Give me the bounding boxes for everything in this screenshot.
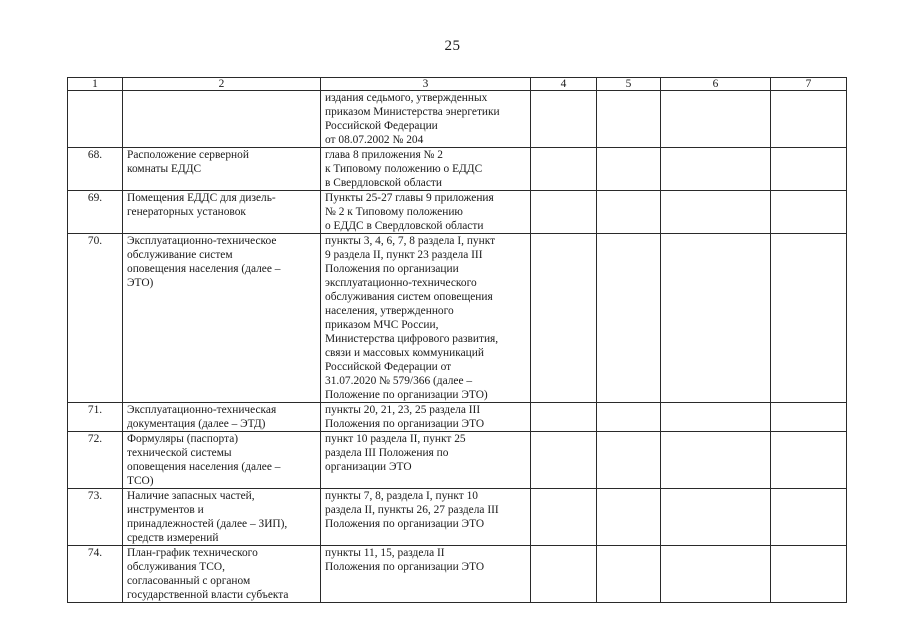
row-col4 bbox=[531, 148, 597, 191]
row-item: Эксплуатационно-техническая документация (далее – ЭТД) bbox=[123, 403, 321, 432]
row-item: Помещения ЕДДС для дизель- генераторных установок bbox=[123, 191, 321, 234]
row-number: 73. bbox=[68, 489, 123, 546]
row-col5 bbox=[597, 148, 661, 191]
row-col4 bbox=[531, 403, 597, 432]
row-number: 68. bbox=[68, 148, 123, 191]
row-source: пункты 11, 15, раздела II Положения по организации ЭТО bbox=[321, 546, 531, 603]
header-cell: 5 bbox=[597, 78, 661, 91]
header-cell: 4 bbox=[531, 78, 597, 91]
table-row bbox=[68, 91, 847, 148]
table-header-row bbox=[68, 78, 847, 91]
row-col6 bbox=[661, 148, 771, 191]
row-col7 bbox=[771, 432, 847, 489]
row-col6 bbox=[661, 91, 771, 148]
row-number: 71. bbox=[68, 403, 123, 432]
row-col7 bbox=[771, 489, 847, 546]
header-cell: 1 bbox=[68, 78, 123, 91]
header-cell: 6 bbox=[661, 78, 771, 91]
table-row bbox=[68, 489, 847, 546]
row-number: 74. bbox=[68, 546, 123, 603]
row-col7 bbox=[771, 91, 847, 148]
row-source: пункт 10 раздела II, пункт 25 раздела III Положения по организации ЭТО bbox=[321, 432, 531, 489]
row-col4 bbox=[531, 489, 597, 546]
row-col7 bbox=[771, 191, 847, 234]
row-col4 bbox=[531, 91, 597, 148]
row-col5 bbox=[597, 546, 661, 603]
requirements-table bbox=[67, 77, 847, 603]
row-source: глава 8 приложения № 2 к Типовому положению о ЕДДС в Свердловской области bbox=[321, 148, 531, 191]
table-row bbox=[68, 432, 847, 489]
row-col7 bbox=[771, 148, 847, 191]
row-col6 bbox=[661, 403, 771, 432]
header-cell: 3 bbox=[321, 78, 531, 91]
row-col5 bbox=[597, 234, 661, 403]
row-number: 72. bbox=[68, 432, 123, 489]
table-row bbox=[68, 148, 847, 191]
row-col6 bbox=[661, 234, 771, 403]
row-col4 bbox=[531, 191, 597, 234]
row-number bbox=[68, 91, 123, 148]
row-item: Наличие запасных частей, инструментов и принадлежностей (далее – ЗИП), средств измерений bbox=[123, 489, 321, 546]
row-source: издания седьмого, утвержденных приказом Министерства энергетики Российской Федерации от 08.07.2002 № 204 bbox=[321, 91, 531, 148]
header-cell: 7 bbox=[771, 78, 847, 91]
row-col6 bbox=[661, 191, 771, 234]
page-number: 25 bbox=[444, 38, 461, 54]
row-col5 bbox=[597, 191, 661, 234]
row-col7 bbox=[771, 234, 847, 403]
row-item: Эксплуатационно-техническое обслуживание систем оповещения населения (далее – ЭТО) bbox=[123, 234, 321, 403]
row-item: План-график технического обслуживания ТСО, согласованный с органом государственной власти субъекта bbox=[123, 546, 321, 603]
row-col6 bbox=[661, 546, 771, 603]
row-col7 bbox=[771, 546, 847, 603]
row-col4 bbox=[531, 234, 597, 403]
row-col6 bbox=[661, 432, 771, 489]
row-item bbox=[123, 91, 321, 148]
row-col5 bbox=[597, 403, 661, 432]
row-source: пункты 20, 21, 23, 25 раздела III Положения по организации ЭТО bbox=[321, 403, 531, 432]
row-source: пункты 3, 4, 6, 7, 8 раздела I, пункт 9 раздела II, пункт 23 раздела III Положения по организации эксплуатационно-технического обслуживания систем оповещения населения, утвержденного приказом МЧС России, Министерства цифрового развития, связи и массовых коммуникаций Российской Федерации от 31.07.2020 № 579/366 (далее – Положение по организации ЭТО) bbox=[321, 234, 531, 403]
row-col4 bbox=[531, 546, 597, 603]
row-col6 bbox=[661, 489, 771, 546]
row-col5 bbox=[597, 489, 661, 546]
table-row bbox=[68, 234, 847, 403]
row-col5 bbox=[597, 91, 661, 148]
table-row bbox=[68, 403, 847, 432]
row-item: Расположение серверной комнаты ЕДДС bbox=[123, 148, 321, 191]
row-col5 bbox=[597, 432, 661, 489]
table-row bbox=[68, 191, 847, 234]
row-number: 70. bbox=[68, 234, 123, 403]
header-cell: 2 bbox=[123, 78, 321, 91]
row-col4 bbox=[531, 432, 597, 489]
row-source: пункты 7, 8, раздела I, пункт 10 раздела II, пункты 26, 27 раздела III Положения по организации ЭТО bbox=[321, 489, 531, 546]
row-col7 bbox=[771, 403, 847, 432]
row-source: Пункты 25-27 главы 9 приложения № 2 к Типовому положению о ЕДДС в Свердловской области bbox=[321, 191, 531, 234]
row-number: 69. bbox=[68, 191, 123, 234]
table-row bbox=[68, 546, 847, 603]
row-item: Формуляры (паспорта) технической системы оповещения населения (далее – ТСО) bbox=[123, 432, 321, 489]
